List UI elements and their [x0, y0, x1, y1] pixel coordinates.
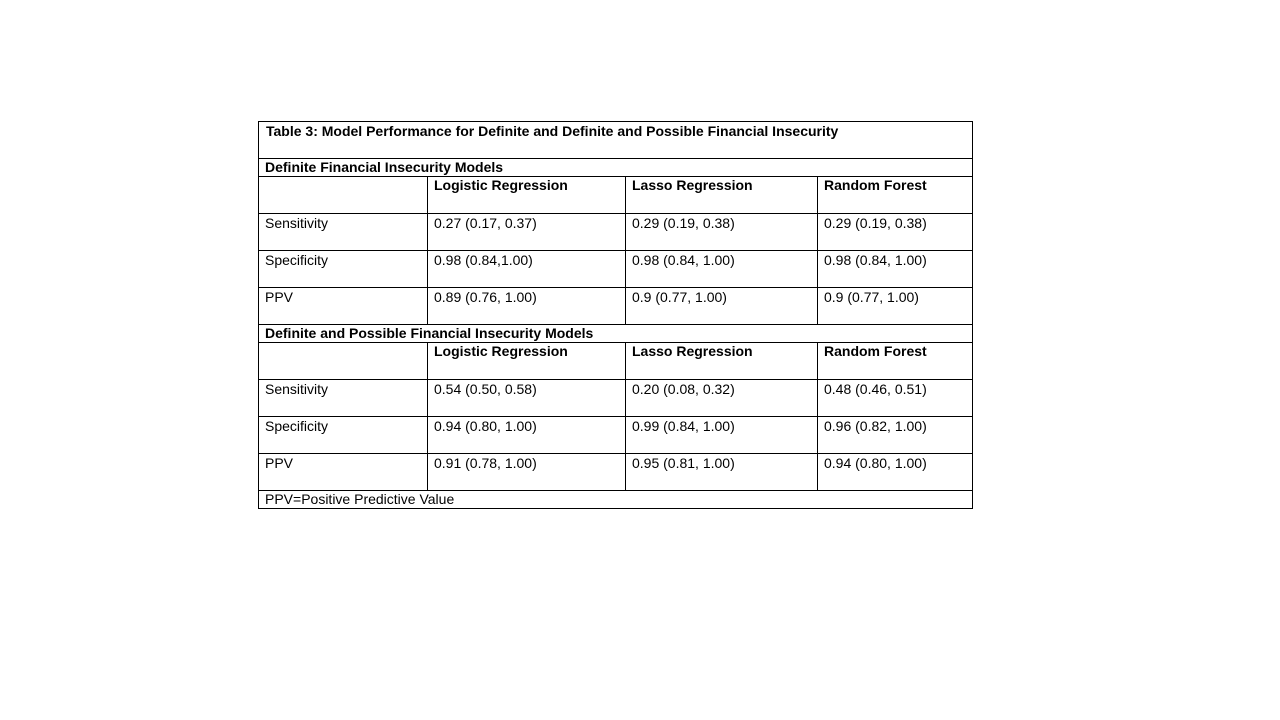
table-cell: 0.94 (0.80, 1.00): [428, 417, 626, 454]
table-cell: 0.9 (0.77, 1.00): [626, 288, 818, 325]
table-cell: 0.98 (0.84,1.00): [428, 251, 626, 288]
table-cell: 0.54 (0.50, 0.58): [428, 380, 626, 417]
empty-header-cell: [259, 343, 428, 380]
row-label: Sensitivity: [259, 380, 428, 417]
column-header-row: [259, 177, 973, 214]
table-cell: 0.48 (0.46, 0.51): [818, 380, 973, 417]
section-heading: Definite and Possible Financial Insecurity Models: [259, 325, 973, 343]
table-cell: 0.98 (0.84, 1.00): [818, 251, 973, 288]
table-row: [259, 214, 973, 251]
table-cell: 0.29 (0.19, 0.38): [818, 214, 973, 251]
table-cell: 0.96 (0.82, 1.00): [818, 417, 973, 454]
table-cell: 0.98 (0.84, 1.00): [626, 251, 818, 288]
performance-table: [258, 121, 973, 509]
table-title-row: [259, 122, 973, 159]
table-title: Table 3: Model Performance for Definite and Definite and Possible Financial Insecurity: [259, 122, 973, 159]
row-label: Sensitivity: [259, 214, 428, 251]
table-row: [259, 251, 973, 288]
column-header-row: [259, 343, 973, 380]
row-label: Specificity: [259, 251, 428, 288]
column-header: Random Forest: [818, 343, 973, 380]
column-header: Logistic Regression: [428, 177, 626, 214]
empty-header-cell: [259, 177, 428, 214]
table-cell: 0.95 (0.81, 1.00): [626, 454, 818, 491]
table-row: [259, 417, 973, 454]
table-cell: 0.99 (0.84, 1.00): [626, 417, 818, 454]
section-heading-row: [259, 159, 973, 177]
column-header: Logistic Regression: [428, 343, 626, 380]
table-cell: 0.91 (0.78, 1.00): [428, 454, 626, 491]
table-cell: 0.20 (0.08, 0.32): [626, 380, 818, 417]
column-header: Lasso Regression: [626, 343, 818, 380]
column-header: Random Forest: [818, 177, 973, 214]
column-header: Lasso Regression: [626, 177, 818, 214]
table-row: [259, 454, 973, 491]
table-cell: 0.9 (0.77, 1.00): [818, 288, 973, 325]
row-label: PPV: [259, 288, 428, 325]
section-heading: Definite Financial Insecurity Models: [259, 159, 973, 177]
table-cell: 0.29 (0.19, 0.38): [626, 214, 818, 251]
table-cell: 0.94 (0.80, 1.00): [818, 454, 973, 491]
table-cell: 0.27 (0.17, 0.37): [428, 214, 626, 251]
section-heading-row: [259, 325, 973, 343]
table-row: [259, 288, 973, 325]
table-footnote: PPV=Positive Predictive Value: [259, 491, 973, 509]
row-label: Specificity: [259, 417, 428, 454]
footnote-row: [259, 491, 973, 509]
table-row: [259, 380, 973, 417]
row-label: PPV: [259, 454, 428, 491]
table-cell: 0.89 (0.76, 1.00): [428, 288, 626, 325]
